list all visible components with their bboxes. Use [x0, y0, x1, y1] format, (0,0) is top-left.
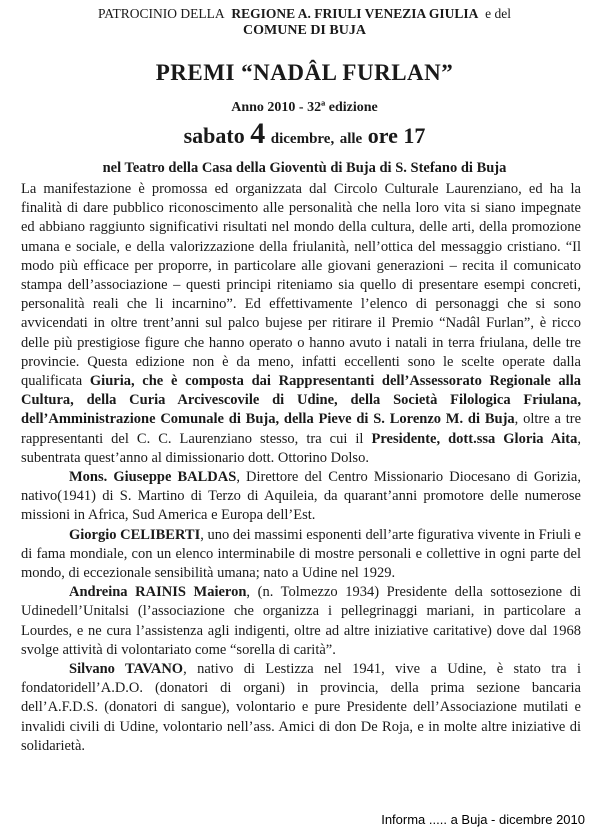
date-at: alle: [339, 131, 363, 147]
article-body: [21, 180, 581, 756]
date-day-num: 4: [250, 117, 266, 150]
venue-line: nel Teatro della Casa della Gioventù di Buja di S. Stefano di Buja: [102, 160, 507, 176]
intro-end-text: , subentrata quest’anno al dimissionario dott. Ottorino Dolso.: [21, 430, 581, 466]
awardee-name: Mons. Giuseppe BALDAS: [69, 469, 237, 486]
footer-credit: Informa ..... a Buja - dicembre 2010: [381, 812, 585, 827]
awardee-name: Giorgio CELIBERTI: [69, 526, 201, 543]
jury-text: Giuria, che è composta dai Rappresentanti dell’Assessorato Regionale alla Cultura, della Curia Arcivescovile di Udine, della Società Filologica Friulana, dell’Amministrazione Comunale di Buja, della Pieve di S. Lorenzo M. di Buja: [21, 373, 581, 428]
awardee-paragraph: [21, 468, 581, 526]
patronage-line: [0, 6, 609, 22]
awardee-text: , Direttore del Centro Missionario Diocesano di Gorizia, nativo(1941) di S. Martino di Terzo di Aquileia, da quarant’anni promotore delle numerose missioni in Africa, Sud America e Europa dell’Est.: [21, 469, 581, 524]
edition-line: Anno 2010 - 32ª edizione: [231, 100, 378, 115]
patronage-prefix: PATROCINIO DELLA: [98, 6, 225, 21]
patronage-and: e del: [485, 6, 511, 21]
date-day-word: sabato: [183, 123, 245, 148]
intro-after-text: , oltre a tre rappresentanti del C. C. Laurenziano stesso, tra cui il: [21, 411, 581, 447]
awardee-name: Silvano TAVANO: [69, 661, 184, 678]
intro-text: La manifestazione è promossa ed organizzata dal Circolo Culturale Laurenziano, ed ha la finalità di dare pubblico riconoscimento alle personalità che nella loro vita si siano impegnate ed abbiano raggiunto significativi risultati nel mondo della cultura, delle arti, della promozione umana e sociale, e della valorizzazione della friulanità, nell’ottica del messaggio cristiano. “Il modo più efficace per proporre, in particolare alle giovani generazioni – recita il comunicato stampa dell’associazione – questi principi riteniamo sia quello di presentare esempi concreti, personalità reali che li incarnino”. Ed effettivamente l’elenco di personaggi che si sono avvicendati in oltre trent’anni sul palco bujese per ritirare il Premio “Nadâl Furlan”, è ricco delle più prestigiose figure che hanno operato o hanno avuto i natali in terra friulana, delle tre provincie. Questa edizione non è da meno, infatti eccellenti sono le scelte operate dalla qualificata: [21, 181, 581, 390]
awardee-text: , (n. Tolmezzo 1934) Presidente della sottosezione di Udinedell’Unitalsi (l’associazione che organizza i pellegrinaggi mariani, in particolare a Lourdes, e ne cura l’assistenza agli indigenti, oltre ad altre iniziative caritative) dove dal 1968 svolge attività di volontariato come “sorella di carità”.: [21, 584, 581, 658]
event-date: [0, 119, 609, 154]
awardee-text: , nativo di Lestizza nel 1941, vive a Udine, è stato tra i fondatoridell’A.D.O. (donatori di organi) in provincia, della prima sezione bancaria dell’A.F.D.S. (donatori di sangue), volontario e pure Presidente dell’Associazione mutilati e invalidi civili di Udine, volontario nell’ass. Amici di don De Roja, e in molte altre iniziative di solidarietà.: [21, 661, 581, 754]
awardee-paragraph: [21, 583, 581, 660]
date-time: ore 17: [367, 123, 426, 148]
municipality-name: COMUNE DI BUJA: [243, 23, 366, 38]
page-title: PREMI “NADÂL FURLAN”: [155, 60, 454, 85]
awardee-name: Andreina RAINIS Maieron: [69, 584, 247, 601]
intro-paragraph: [21, 180, 581, 468]
awardee-text: , uno dei massimi esponenti dell’arte figurativa vivente in Friuli e di fama mondiale, con un elenco interminabile di mostre personali e collettive in ogni parte del mondo, di eccezionale sensibilità umana; nato a Udine nel 1929.: [21, 526, 581, 582]
region-name: REGIONE A. FRIULI VENEZIA GIULIA: [231, 6, 479, 21]
awardee-paragraph: [21, 660, 581, 756]
president-text: Presidente, dott.ssa Gloria Aita: [371, 430, 578, 447]
date-month: dicembre,: [270, 131, 335, 147]
awardee-paragraph: [21, 526, 581, 584]
